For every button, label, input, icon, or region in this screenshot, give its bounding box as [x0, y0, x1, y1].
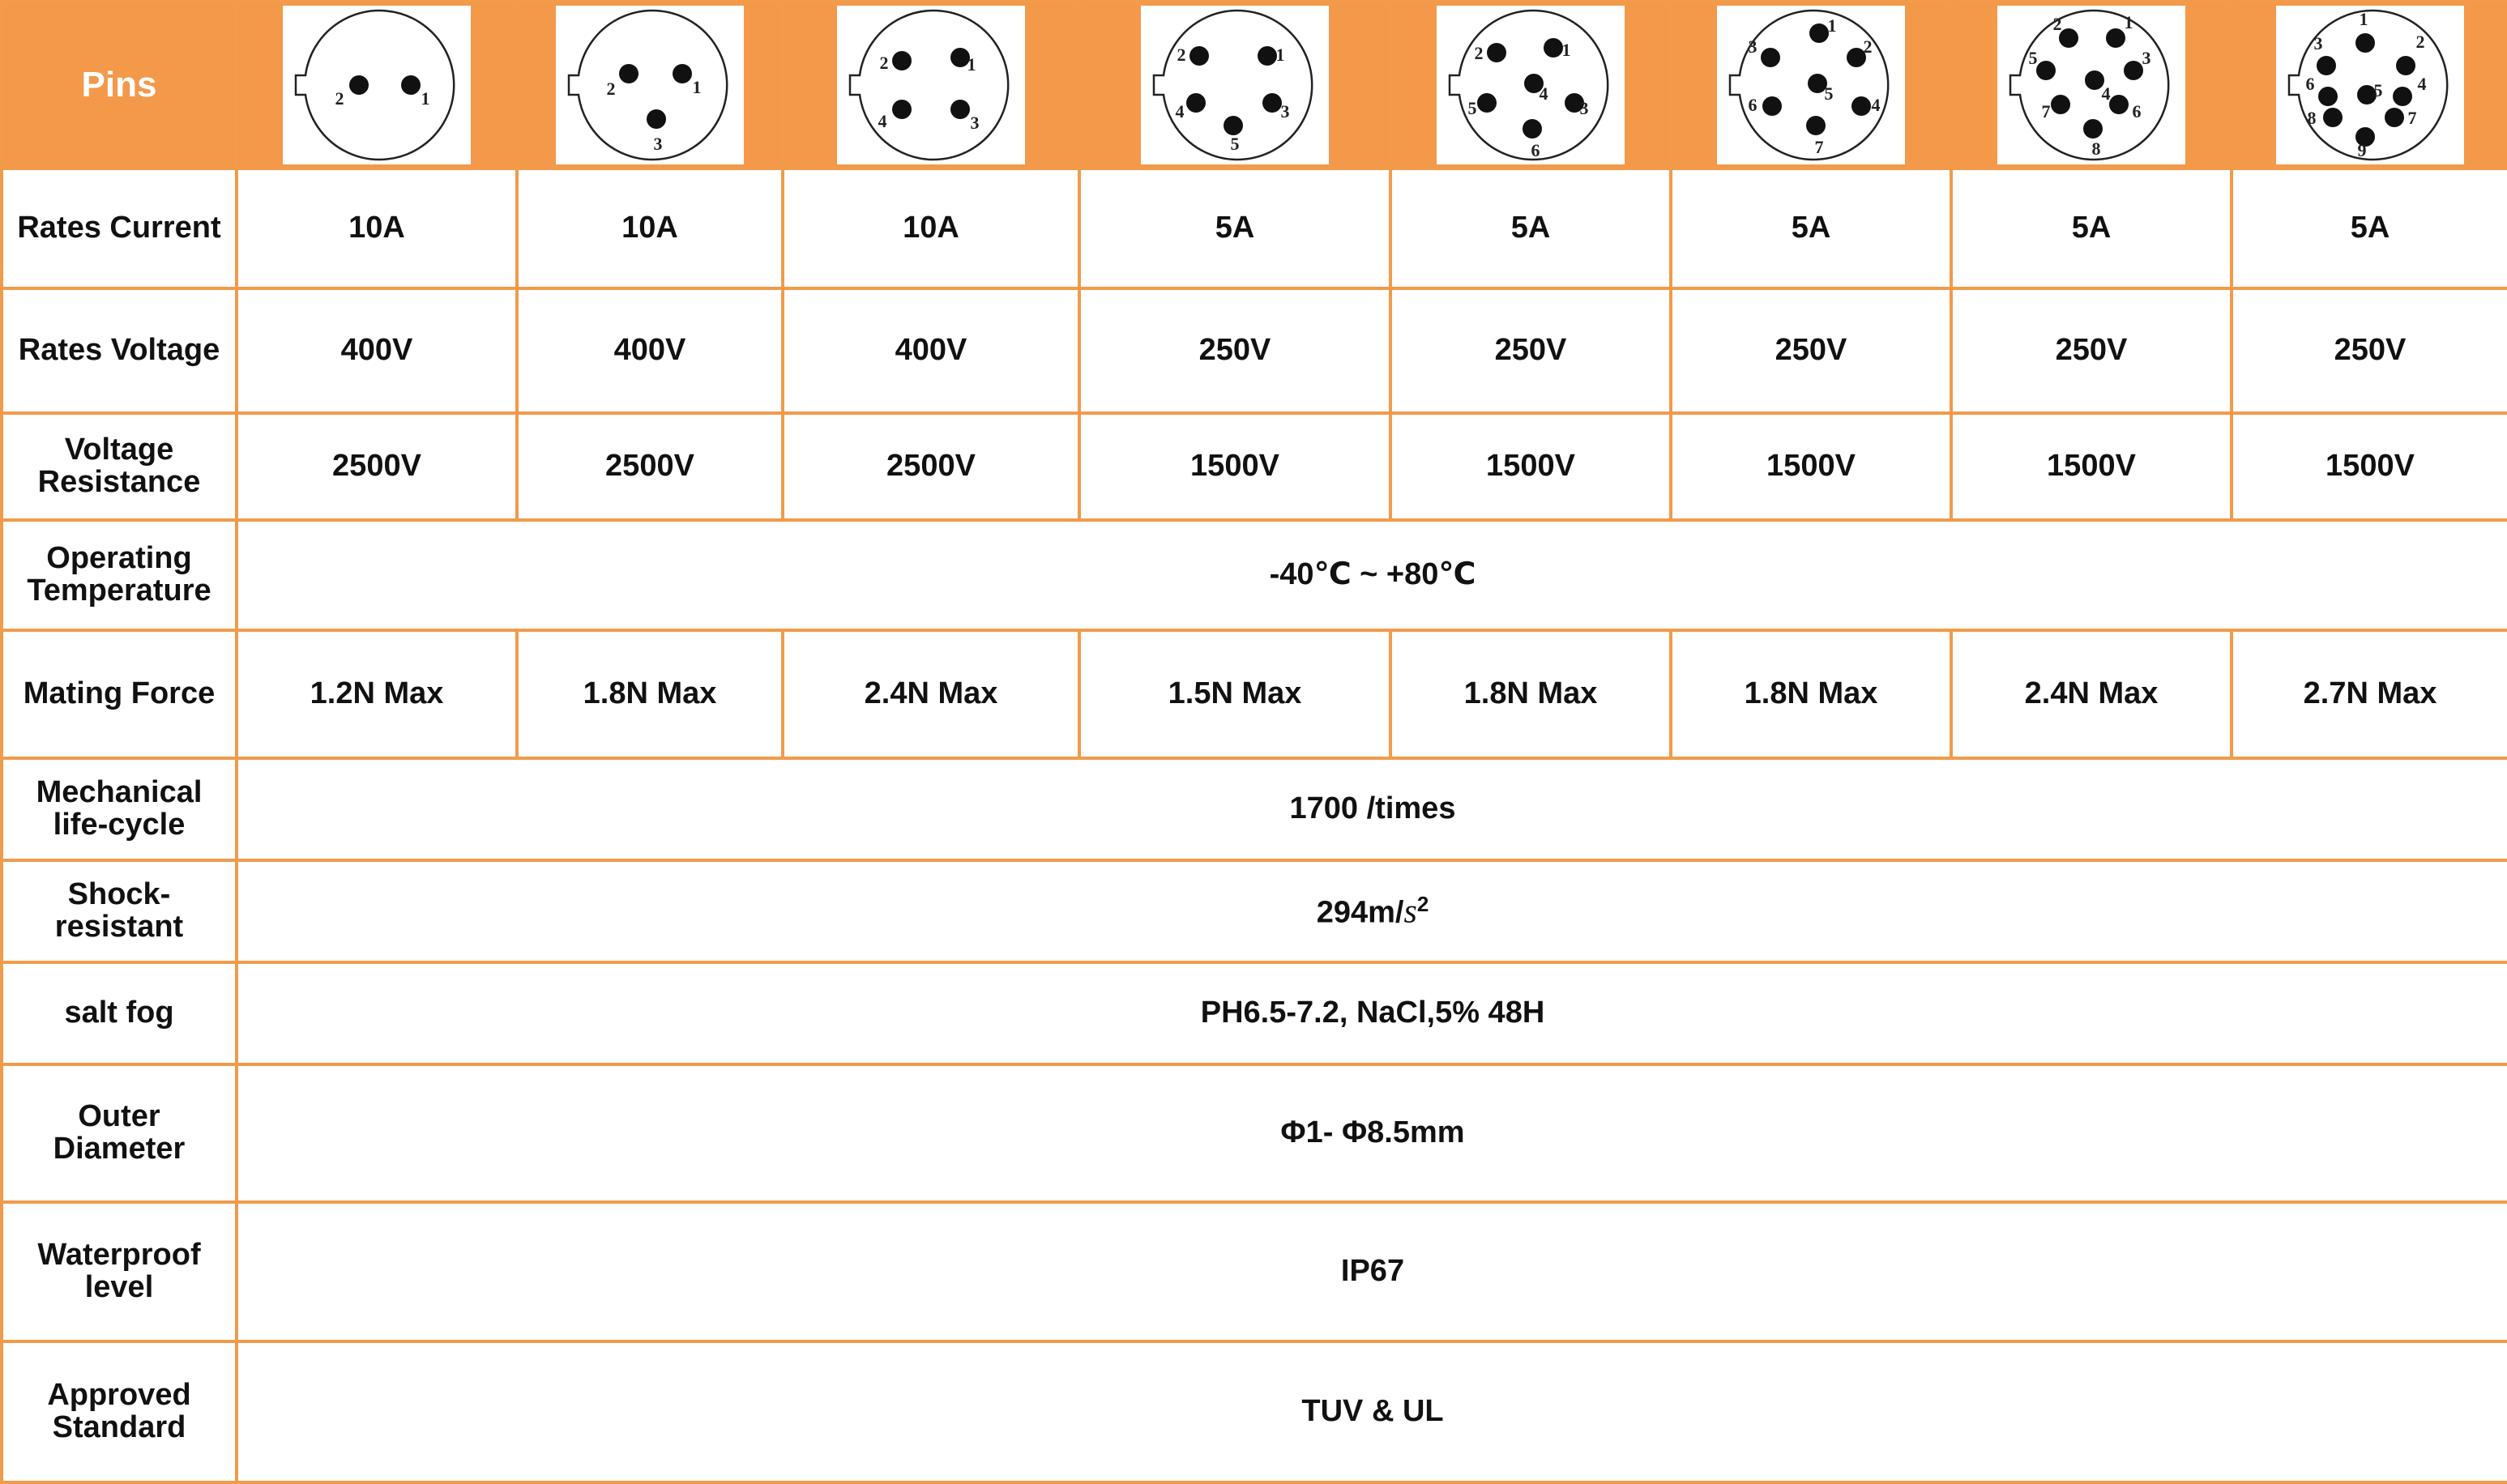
rates-current-row	[2, 168, 2507, 288]
mating-force-row	[2, 630, 2507, 758]
value-cell: 1.8N Max	[517, 630, 783, 758]
pin-number-label: 6	[2132, 101, 2142, 122]
pin-number-label: 1	[1561, 40, 1571, 60]
connector-5-pin-icon	[1141, 6, 1329, 164]
pin-dot	[892, 100, 912, 119]
pin-number-label: 3	[2142, 48, 2151, 68]
value-cell: 10A	[517, 168, 783, 288]
pin-number-label: 1	[2124, 12, 2133, 32]
pin-number-label: 2	[1177, 45, 1186, 65]
row-label: Operating Temperature	[2, 520, 237, 630]
value-cell: 250V	[1079, 288, 1390, 413]
value-cell: 1.2N Max	[237, 630, 517, 758]
pin-number-label: 8	[2307, 108, 2317, 128]
pin-number-label: 4	[2417, 74, 2427, 94]
approved-standard-row	[2, 1341, 2507, 1482]
pin-number-label: 7	[2407, 108, 2417, 128]
row-label: Waterproof level	[2, 1202, 237, 1341]
pins-header: Pins	[2, 2, 237, 168]
pin-dot	[1806, 116, 1826, 135]
pin-dot	[619, 64, 638, 83]
value-cell: 400V	[237, 288, 517, 413]
connector-4-pin-icon	[837, 6, 1025, 164]
pin-cell	[2232, 2, 2507, 168]
pin-dot	[2106, 28, 2125, 48]
connector-2-pin-icon	[283, 6, 471, 164]
pin-dot	[2318, 87, 2338, 106]
pin-dot	[2124, 61, 2143, 80]
pin-cell	[1951, 2, 2232, 168]
pin-number-label: 2	[335, 88, 344, 109]
value-cell: 5A	[1951, 168, 2232, 288]
value-cell: 250V	[2232, 288, 2507, 413]
pin-dot	[2396, 56, 2415, 75]
pin-dot	[2317, 56, 2336, 75]
value-cell: 1.8N Max	[1671, 630, 1951, 758]
pin-number-label: 7	[1814, 137, 1824, 157]
pin-number-label: 1	[967, 54, 976, 75]
pin-number-label: 2	[1863, 36, 1873, 57]
shock-resistant-row	[2, 860, 2507, 962]
pin-dot	[1258, 46, 1277, 66]
value-cell: 1500V	[1951, 413, 2232, 520]
pin-number-label: 5	[1467, 98, 1477, 118]
value-cell: 250V	[1671, 288, 1951, 413]
pin-number-label: 1	[1827, 15, 1837, 36]
row-label: Voltage Resistance	[2, 413, 237, 520]
pin-dot	[1477, 93, 1497, 113]
value-cell: 5A	[1390, 168, 1671, 288]
pin-number-label: 1	[1275, 45, 1285, 65]
value-cell: 1500V	[1671, 413, 1951, 520]
pin-cell	[1079, 2, 1390, 168]
pin-number-label: 4	[1539, 83, 1548, 104]
row-label: Mating Force	[2, 630, 237, 758]
value-cell: 2.4N Max	[1951, 630, 2232, 758]
pin-dot	[1761, 48, 1780, 67]
pin-number-label: 1	[692, 77, 702, 97]
waterproof-level-row	[2, 1202, 2507, 1341]
value-cell: 250V	[1390, 288, 1671, 413]
pin-dot	[2355, 33, 2375, 53]
value-cell: 5A	[1079, 168, 1390, 288]
pin-dot	[1189, 46, 1209, 66]
value-cell: 2500V	[783, 413, 1079, 520]
value-cell: 2500V	[237, 413, 517, 520]
connector-6-pin-icon	[1437, 6, 1625, 164]
connector-8-pin-icon	[1997, 6, 2185, 164]
connector-7-pin-icon	[1717, 6, 1905, 164]
pin-number-label: 1	[421, 88, 430, 109]
shock-value: 294m/	[1316, 895, 1404, 930]
value-cell	[237, 860, 2507, 962]
pin-number-label: 3	[2313, 33, 2323, 53]
pin-dot	[2385, 108, 2404, 127]
pin-cell	[1671, 2, 1951, 168]
connector-outline	[296, 11, 454, 160]
shock-unit: s	[1403, 893, 1417, 931]
pin-number-label: 5	[2373, 80, 2383, 100]
value-cell: 2.7N Max	[2232, 630, 2507, 758]
pin-dot	[1186, 93, 1206, 113]
pin-dot	[2083, 119, 2103, 139]
rates-voltage-row	[2, 288, 2507, 413]
row-label: salt fog	[2, 962, 237, 1064]
pin-number-label: 5	[1230, 134, 1240, 154]
pin-cell	[1390, 2, 1671, 168]
pin-dot	[1523, 119, 1542, 139]
value-cell: 2500V	[517, 413, 783, 520]
pin-number-label: 1	[2359, 9, 2368, 29]
pin-number-label: 2	[2415, 32, 2425, 52]
value-cell: IP67	[237, 1202, 2507, 1341]
pin-cell	[783, 2, 1079, 168]
pin-number-label: 2	[879, 53, 889, 73]
pin-number-label: 7	[2041, 101, 2051, 122]
pin-dot	[673, 64, 692, 83]
pin-dot	[1762, 96, 1782, 116]
pin-cell	[237, 2, 517, 168]
value-cell: Φ1- Φ8.5mm	[237, 1064, 2507, 1202]
value-cell: 250V	[1951, 288, 2232, 413]
row-label: Rates Current	[2, 168, 237, 288]
row-label: Shock-resistant	[2, 860, 237, 962]
value-cell: 1.5N Max	[1079, 630, 1390, 758]
pin-number-label: 2	[2052, 14, 2062, 34]
pin-dot	[401, 75, 421, 95]
connector-9-pin-icon	[2276, 6, 2464, 164]
row-label: Outer Diameter	[2, 1064, 237, 1202]
pin-dot	[1544, 38, 1563, 58]
pin-number-label: 6	[1531, 140, 1540, 160]
pin-dot	[1487, 43, 1506, 62]
pin-number-label: 4	[1175, 101, 1185, 122]
pin-dot	[1224, 116, 1243, 135]
pin-number-label: 2	[606, 79, 616, 99]
pin-number-label: 3	[1748, 36, 1757, 57]
salt-fog-row	[2, 962, 2507, 1064]
value-cell: 10A	[237, 168, 517, 288]
value-cell: TUV & UL	[237, 1341, 2507, 1482]
value-cell: 1700 /times	[237, 758, 2507, 860]
value-cell: 400V	[783, 288, 1079, 413]
value-cell: 1500V	[2232, 413, 2507, 520]
pin-dot	[1809, 23, 1829, 43]
pin-dot	[892, 51, 912, 70]
operating-temperature-row	[2, 520, 2507, 630]
pin-number-label: 3	[1280, 101, 1290, 122]
row-label: Approved Standard	[2, 1341, 237, 1482]
voltage-resistance-row	[2, 413, 2507, 520]
pin-dot	[2323, 108, 2343, 127]
pin-dot	[2393, 87, 2412, 106]
pin-number-label: 5	[1824, 83, 1834, 104]
row-label: Mechanical life-cycle	[2, 758, 237, 860]
pin-number-label: 5	[2028, 48, 2038, 68]
pin-number-label: 3	[1579, 98, 1589, 118]
value-cell: 5A	[2232, 168, 2507, 288]
pin-dot	[950, 100, 970, 119]
value-cell: 10A	[783, 168, 1079, 288]
connector-outline	[850, 11, 1008, 160]
pin-number-label: 9	[2357, 140, 2367, 160]
value-cell: 1.8N Max	[1390, 630, 1671, 758]
pin-dot	[647, 109, 666, 129]
row-label: Rates Voltage	[2, 288, 237, 413]
value-cell: 2.4N Max	[783, 630, 1079, 758]
pin-number-label: 3	[653, 134, 663, 154]
pin-number-label: 4	[1871, 95, 1881, 115]
pin-dot	[1262, 93, 1282, 113]
shock-exponent: 2	[1416, 891, 1429, 916]
pin-dot	[349, 75, 369, 95]
connector-outline	[569, 11, 727, 160]
mechanical-life-cycle-row	[2, 758, 2507, 860]
value-cell: 400V	[517, 288, 783, 413]
header-row	[2, 2, 2507, 168]
value-cell: 1500V	[1079, 413, 1390, 520]
pin-number-label: 8	[2091, 139, 2101, 159]
pin-number-label: 3	[970, 113, 980, 133]
value-cell: 1500V	[1390, 413, 1671, 520]
pin-number-label: 6	[1748, 95, 1757, 115]
value-cell: 5A	[1671, 168, 1951, 288]
pin-dot	[2036, 61, 2056, 80]
pin-number-label: 4	[878, 111, 887, 131]
outer-diameter-row	[2, 1064, 2507, 1202]
pin-number-label: 6	[2305, 74, 2315, 94]
pin-number-label: 4	[2101, 83, 2111, 104]
connector-3-pin-icon	[556, 6, 744, 164]
value-cell: -40℃ ~ +80℃	[237, 520, 2507, 630]
pin-dot	[2051, 95, 2070, 114]
pin-dot	[2059, 28, 2078, 48]
value-cell: PH6.5-7.2, NaCl,5% 48H	[237, 962, 2507, 1064]
pin-dot	[2109, 95, 2129, 114]
pin-number-label: 2	[1474, 43, 1484, 63]
pin-cell	[517, 2, 783, 168]
pin-dot	[1851, 96, 1871, 116]
